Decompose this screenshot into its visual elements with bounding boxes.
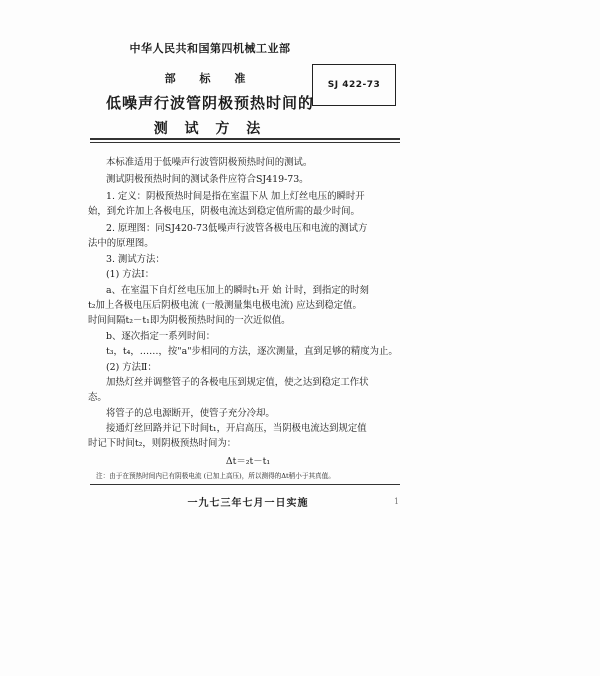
header-rule-bottom [90, 142, 400, 143]
standard-number-box [312, 64, 396, 106]
principle-line-2: 法中的原理图。 [88, 238, 154, 249]
footer-rule [90, 484, 400, 485]
ministry-name: 中华人民共和国第四机械工业部 [129, 42, 291, 55]
method2-line-2: 态。 [88, 392, 107, 403]
method2-heading: (2) 方法Ⅱ： [106, 362, 157, 373]
method1a-line-2: t₂加上各极电压后阴极电流 (一般测量集电极电流) 应达到稳定值。 [88, 300, 362, 311]
method-heading: 3. 测试方法： [106, 254, 165, 265]
definition-line-1: 1. 定义：阴极预热时间是指在室温下从 加上灯丝电压的瞬时开 [106, 191, 365, 202]
method2-line-4: 接通灯丝回路并记下时间t₁，开启高压，当阴极电流达到规定值 [106, 423, 367, 434]
principle-line-1: 2. 原理图：同SJ420-73低噪声行波管各极电压和电流的测试方 [106, 223, 368, 234]
conditions-text: 测试阴极预热时间的测试条件应符合SJ419-73。 [106, 174, 309, 185]
header-rule-top [90, 138, 400, 140]
method2-line-1: 加热灯丝并调整管子的各极电压到规定值，使之达到稳定工作状 [106, 377, 369, 388]
method2-line-5: 时记下时间t₂，则阴极预热时间为： [88, 438, 237, 449]
method1b-line-2: t₃，t₄，……，按"a"步相同的方法，逐次测量，直到足够的精度为止。 [106, 346, 398, 357]
standard-number: SJ 422-73 [327, 80, 381, 90]
method1a-line-3: 时间间隔t₂－t₁即为阴极预热时间的一次近似值。 [88, 315, 291, 326]
intro-text: 本标准适用于低噪声行波管阴极预热时间的测试。 [106, 157, 313, 168]
standard-type: 部 标 准 [164, 72, 256, 85]
page-number: 1 [394, 497, 400, 506]
title-line-2: 测 试 方 法 [153, 121, 267, 137]
method1b-line-1: b、逐次指定一系列时间： [106, 331, 216, 342]
formula: Δt＝₂t－t₁ [225, 456, 271, 467]
definition-line-2: 始，到允许加上各极电压，阴极电流达到稳定值所需的最少时间。 [88, 206, 360, 217]
note-text: 注：由于在预热时间内已有阴极电流 (已加上高压)，所以测得的Δt稍小于其真值。 [96, 472, 335, 480]
method1-heading: (1) 方法Ⅰ： [106, 269, 155, 280]
method1a-line-1: a、在室温下自灯丝电压加上的瞬时t₁开 始 计时，到指定的时刻 [106, 285, 369, 296]
effective-date: 一九七三年七月一日实施 [187, 498, 309, 509]
method2-line-3: 将管子的总电源断开，使管子充分冷却。 [106, 408, 275, 419]
title-line-1: 低噪声行波管阴极预热时间的 [105, 94, 314, 112]
